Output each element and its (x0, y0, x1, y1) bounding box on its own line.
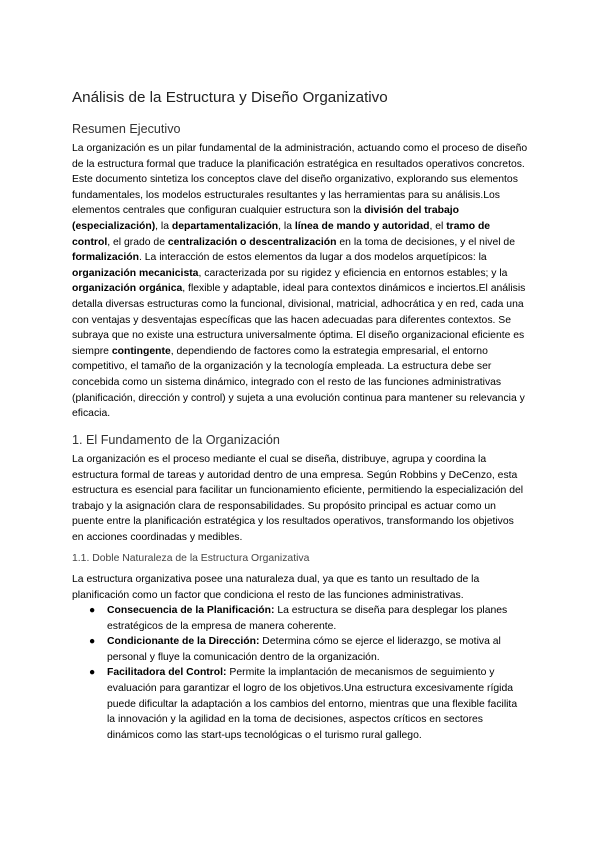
term-organizacion-mecanicista: organización mecanicista (72, 267, 199, 279)
paragraph-resumen: La organización es un pilar fundamental de la administración, actuando como el proceso de diseño de la estructura formal que traduce la planificación estratégica en resultados operativos concretos. Este documento sintetiza los conceptos clave del diseño organizativo, explorando sus elementos fundamentales, los modelos estructurales resultantes y las herramientas para su análisis.Los elementos centrales que configuran cualquier estructura son la división del trabajo (especialización), la departamentalización, la línea de mando y autoridad, el tramo de control, el grado de centralización o descentralización en la toma de decisiones, y el nivel de formalización. La interacción de estos elementos da lugar a dos modelos arquetípicos: la organización mecanicista, caracterizada por su rigidez y eficiencia en entornos estables; y la organización orgánica, flexible y adaptable, ideal para contextos dinámicos e inciertos.El análisis detalla diversas estructuras como la funcional, divisional, matricial, adhocrática y en red, cada una con ventajas y desventajas específicas que las hacen adecuadas para diferentes contextos. Se subraya que no existe una estructura universalmente óptima. El diseño organizacional eficiente es siempre contingente, dependiendo de factores como la estrategia empresarial, el entorno competitivo, el tamaño de la organización y la tecnología empleada. La estructura debe ser concebida como un sistema dinámico, integrado con el resto de las funciones administrativas (planificación, dirección y control) y sujeta a una evolución continua para mantener su relevancia y eficacia. (72, 143, 528, 420)
paragraph-section-1-1: La estructura organizativa posee una naturaleza dual, ya que es tanto un resultado de la planificación como un factor que condiciona el resto de las funciones administrativas. (72, 574, 480, 601)
term-centralizacion: centralización o descentralización (167, 236, 337, 248)
term-linea-mando: línea de mando y autoridad (294, 220, 430, 232)
term-contingente: contingente (111, 345, 171, 357)
list-item: ● Condicionante de la Dirección: Determina cómo se ejerce el liderazgo, se motiva al personal y fluye la comunicación dentro de la organización. (89, 636, 501, 663)
term-division-trabajo: división del trabajo (especialización) (72, 205, 459, 232)
list-item: ● Consecuencia de la Planificación: La estructura se diseña para desplegar los planes estratégicos de la empresa de manera coherente. (89, 605, 508, 632)
term-organizacion-organica: organización orgánica (72, 283, 183, 295)
list-item: ● Facilitadora del Control: Permite la implantación de mecanismos de seguimiento y evaluación para garantizar el logro de los objetivos.Una estructura excesivamente rígida puede dificultar la adaptación a los cambios del entorno, mientras que una flexible facilita la innovación y la agilidad en la toma de decisiones, aspectos críticos en sectores dinámicos como las start-ups tecnológicas o el turismo rural gallego. (89, 667, 518, 741)
term-departamentalizacion: departamentalización (171, 220, 279, 232)
heading-section-1-1: 1.1. Doble Naturaleza de la Estructura Organizativa (72, 553, 310, 564)
bullet-list (72, 603, 528, 743)
term-tramo-control: tramo de control (72, 220, 491, 248)
heading-resumen-ejecutivo: Resumen Ejecutivo (72, 122, 181, 136)
bullet-icon: ● (89, 605, 96, 616)
bullet-icon: ● (89, 667, 96, 679)
heading-section-1: 1. El Fundamento de la Organización (72, 433, 280, 447)
bullet-icon: ● (89, 636, 96, 648)
term-formalizacion: formalización (72, 252, 139, 264)
document-title: Análisis de la Estructura y Diseño Organizativo (72, 89, 388, 106)
paragraph-section-1: La organización es el proceso mediante el cual se diseña, distribuye, agrupa y coordina la estructura formal de tareas y autoridad dentro de una empresa. Según Robbins y DeCenzo, esta estructura es esencial para facilitar un funcionamiento eficiente, permitiendo la especialización del trabajo y la asignación clara de responsabilidades. Su propósito principal es actuar como un puente entre la planificación estratégica y los resultados operativos, transformando los objetivos en acciones coordinadas y medibles. (72, 454, 524, 543)
